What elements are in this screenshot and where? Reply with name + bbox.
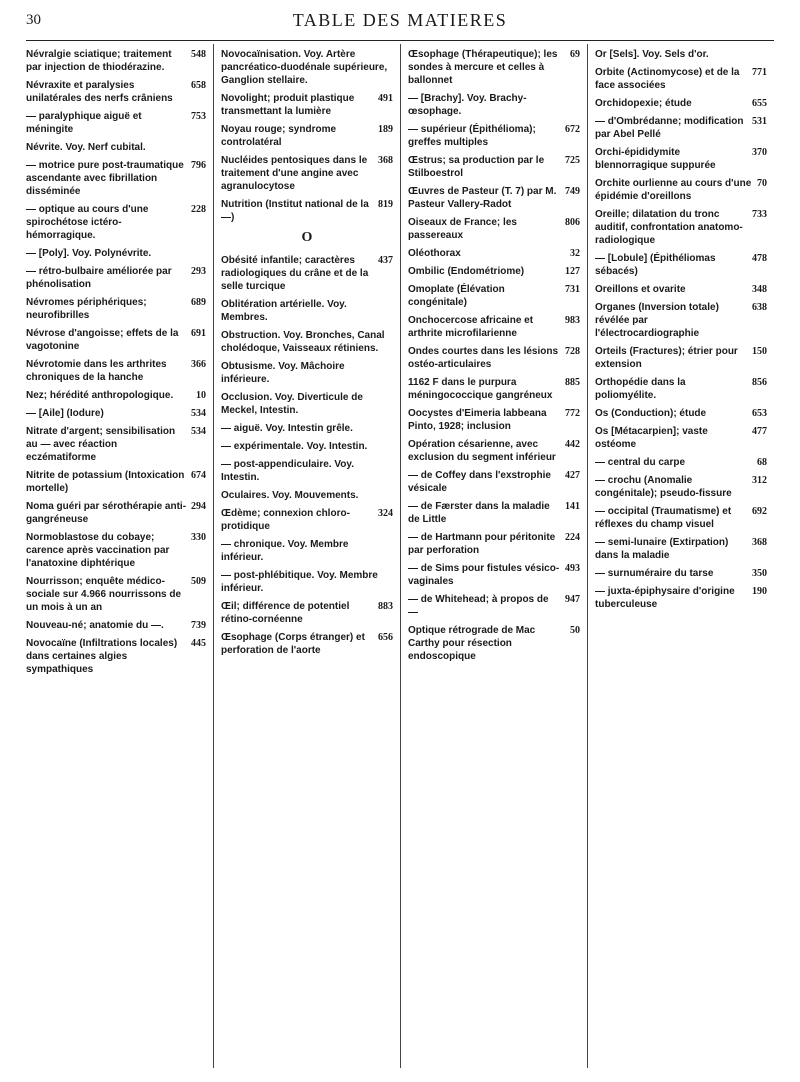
entry-page: 753	[191, 111, 206, 122]
index-entry	[595, 425, 767, 451]
index-entry	[595, 283, 767, 296]
entry-text: Or [Sels]. Voy. Sels d'or.	[595, 49, 709, 60]
entry-text: Optique rétrograde de Mac Carthy pour résection endoscopique	[408, 625, 536, 662]
entry-text: Oblitération artérielle. Voy. Membres.	[221, 299, 347, 323]
entry-page: 658	[191, 80, 206, 91]
entry-page: 534	[191, 426, 206, 437]
index-entry	[221, 92, 393, 118]
index-entry	[26, 265, 206, 291]
entry-page: 692	[752, 506, 767, 517]
entry-page: 368	[752, 537, 767, 548]
entry-text: — de Sims pour fistules vésico-vaginales	[408, 563, 560, 587]
entry-text: Névralgie sciatique; traitement par injection de thiodérazine.	[26, 49, 172, 73]
entry-page: 883	[378, 601, 393, 612]
index-entry	[26, 110, 206, 136]
entry-page: 437	[378, 255, 393, 266]
entry-page: 733	[752, 209, 767, 220]
entry-text: Œuvres de Pasteur (T. 7) par M. Pasteur Vallery-Radot	[408, 186, 557, 210]
index-entry	[595, 585, 767, 611]
entry-text: Oocystes d'Eimeria labbeana Pinto, 1928; inclusion	[408, 408, 547, 432]
index-entry	[408, 247, 580, 260]
index-entry	[221, 198, 393, 224]
index-entry	[221, 600, 393, 626]
entry-text: — motrice pure post-traumatique ascendante avec fibrillation disséminée	[26, 160, 184, 197]
entry-text: Orchite ourlienne au cours d'une épidémie d'oreillons	[595, 178, 752, 202]
entry-text: Novocaïnisation. Voy. Artère pancréatico-duodénale supérieure, Ganglion stellaire.	[221, 49, 388, 86]
index-entry	[595, 48, 767, 61]
index-column	[26, 44, 213, 1068]
entry-page: 885	[565, 377, 580, 388]
index-entry	[26, 327, 206, 353]
entry-page: 796	[191, 160, 206, 171]
index-entry	[221, 422, 393, 435]
entry-text: Noma guéri par sérothérapie anti-gangréneuse	[26, 501, 187, 525]
entry-text: — post-phlébitique. Voy. Membre inférieur.	[221, 570, 378, 594]
entry-page: 189	[378, 124, 393, 135]
index-columns	[26, 44, 774, 1068]
entry-text: Orteils (Fractures); étrier pour extension	[595, 346, 738, 370]
entry-page: 983	[565, 315, 580, 326]
index-entry	[26, 247, 206, 260]
entry-page: 442	[565, 439, 580, 450]
entry-text: Orchidopexie; étude	[595, 98, 692, 109]
entry-text: — de Hartmann pour péritonite par perforation	[408, 532, 556, 556]
entry-text: Oiseaux de France; les passereaux	[408, 217, 517, 241]
index-entry	[408, 624, 580, 663]
entry-page: 674	[191, 470, 206, 481]
entry-page: 491	[378, 93, 393, 104]
entry-page: 531	[752, 116, 767, 127]
entry-text: — [Brachy]. Voy. Brachy-œsophage.	[408, 93, 527, 117]
entry-text: Novolight; produit plastique transmettant la lumière	[221, 93, 355, 117]
entry-page: 509	[191, 576, 206, 587]
entry-page: 141	[565, 501, 580, 512]
entry-page: 749	[565, 186, 580, 197]
index-entry	[408, 123, 580, 149]
entry-page: 534	[191, 408, 206, 419]
entry-page: 653	[752, 408, 767, 419]
index-entry	[221, 48, 393, 87]
entry-text: — occipital (Traumatisme) et réflexes du champ visuel	[595, 506, 732, 530]
entry-text: Os [Métacarpien]; vaste ostéome	[595, 426, 708, 450]
entry-page: 731	[565, 284, 580, 295]
index-entry	[595, 66, 767, 92]
entry-text: Névrose d'angoisse; effets de la vagotonine	[26, 328, 179, 352]
entry-page: 478	[752, 253, 767, 264]
entry-text: Œsophage (Thérapeutique); les sondes à mercure et celles à ballonnet	[408, 49, 558, 86]
entry-text: Œil; différence de potentiel rétino-cornéenne	[221, 601, 350, 625]
index-entry	[595, 146, 767, 172]
entry-text: Normoblastose du cobaye; carence après vaccination par l'anatoxine diphtérique	[26, 532, 170, 569]
index-entry	[408, 469, 580, 495]
entry-text: Nutrition (Institut national de la —)	[221, 199, 369, 223]
entry-text: — juxta-épiphysaire d'origine tuberculeuse	[595, 586, 735, 610]
index-entry	[408, 593, 580, 619]
index-entry	[221, 154, 393, 193]
entry-page: 691	[191, 328, 206, 339]
entry-page: 190	[752, 586, 767, 597]
entry-text: Omoplate (Élévation congénitale)	[408, 284, 505, 308]
entry-text: — central du carpe	[595, 457, 686, 468]
index-entry	[595, 252, 767, 278]
index-entry	[595, 345, 767, 371]
entry-text: Noyau rouge; syndrome controlatéral	[221, 124, 337, 148]
index-entry	[221, 391, 393, 417]
index-column	[587, 44, 774, 1068]
entry-page: 10	[196, 390, 206, 401]
entry-page: 224	[565, 532, 580, 543]
entry-page: 638	[752, 302, 767, 313]
index-entry	[26, 500, 206, 526]
page-header	[26, 10, 774, 34]
index-entry	[26, 203, 206, 242]
entry-text: Œdème; connexion chloro-protidique	[221, 508, 350, 532]
index-entry	[26, 575, 206, 614]
entry-page: 50	[570, 625, 580, 636]
entry-text: — semi-lunaire (Extirpation) dans la maladie	[595, 537, 729, 561]
index-entry	[595, 97, 767, 110]
index-entry	[595, 456, 767, 469]
index-entry	[408, 376, 580, 402]
entry-text: — post-appendiculaire. Voy. Intestin.	[221, 459, 354, 483]
index-entry	[408, 154, 580, 180]
entry-text: — surnuméraire du tarse	[595, 568, 714, 579]
index-entry	[26, 619, 206, 632]
entry-page: 293	[191, 266, 206, 277]
index-entry	[595, 177, 767, 203]
entry-text: Névrotomie dans les arthrites chroniques de la hanche	[26, 359, 167, 383]
entry-text: Névromes périphériques; neurofibrilles	[26, 297, 147, 321]
entry-text: — de Whitehead; à propos de —	[408, 594, 549, 618]
entry-text: — paralyphique aiguë et méningite	[26, 111, 142, 135]
page-number: 30	[26, 12, 41, 28]
entry-page: 228	[191, 204, 206, 215]
entry-text: Névraxite et paralysies unilatérales des nerfs crâniens	[26, 80, 173, 104]
index-entry	[26, 296, 206, 322]
index-entry	[221, 538, 393, 564]
entry-page: 330	[191, 532, 206, 543]
entry-page: 366	[191, 359, 206, 370]
entry-page: 32	[570, 248, 580, 259]
index-entry	[595, 208, 767, 247]
index-entry	[595, 474, 767, 500]
index-entry	[221, 507, 393, 533]
entry-text: — [Lobule] (Épithéliomas sébacés)	[595, 253, 716, 277]
entry-text: Os (Conduction); étude	[595, 408, 707, 419]
entry-text: Nez; hérédité anthropologique.	[26, 390, 174, 401]
index-entry	[408, 407, 580, 433]
index-entry	[408, 438, 580, 464]
index-column	[213, 44, 400, 1068]
entry-page: 150	[752, 346, 767, 357]
index-entry	[26, 48, 206, 74]
entry-page: 655	[752, 98, 767, 109]
entry-text: — [Poly]. Voy. Polynévrite.	[26, 248, 152, 259]
entry-text: Obtusisme. Voy. Mâchoire inférieure.	[221, 361, 345, 385]
entry-page: 69	[570, 49, 580, 60]
entry-text: — supérieur (Épithélioma); greffes multiples	[408, 124, 536, 148]
index-entry	[26, 425, 206, 464]
entry-page: 728	[565, 346, 580, 357]
index-entry	[408, 562, 580, 588]
entry-text: Obésité infantile; caractères radiologiques du crâne et de la selle turcique	[221, 255, 369, 292]
index-entry	[595, 376, 767, 402]
entry-text: Oreillons et ovarite	[595, 284, 686, 295]
entry-text: Ombilic (Endométriome)	[408, 266, 525, 277]
entry-text: Œstrus; sa production par le Stilboestrol	[408, 155, 545, 179]
index-entry	[221, 329, 393, 355]
index-entry	[221, 569, 393, 595]
entry-text: Opération césarienne, avec exclusion du segment inférieur	[408, 439, 556, 463]
entry-page: 656	[378, 632, 393, 643]
entry-text: Orchi-épididymite blennorragique suppurée	[595, 147, 716, 171]
index-entry	[26, 407, 206, 420]
index-entry	[408, 92, 580, 118]
entry-page: 689	[191, 297, 206, 308]
index-entry	[26, 159, 206, 198]
index-entry	[221, 458, 393, 484]
index-entry	[26, 637, 206, 676]
index-entry	[221, 298, 393, 324]
entry-page: 427	[565, 470, 580, 481]
index-entry	[408, 265, 580, 278]
index-entry	[221, 440, 393, 453]
entry-page: 445	[191, 638, 206, 649]
entry-text: — d'Ombrédanne; modification par Abel Pellé	[595, 116, 744, 140]
entry-text: Nouveau-né; anatomie du —.	[26, 620, 164, 631]
entry-text: Orthopédie dans la poliomyélite.	[595, 377, 686, 401]
entry-text: Oreille; dilatation du tronc auditif, confrontation anatomo-radiologique	[595, 209, 743, 246]
entry-text: Onchocercose africaine et arthrite microfilarienne	[408, 315, 534, 339]
entry-page: 348	[752, 284, 767, 295]
index-entry	[26, 531, 206, 570]
entry-text: — de Færster dans la maladie de Little	[408, 501, 550, 525]
entry-text: — expérimentale. Voy. Intestin.	[221, 441, 368, 452]
entry-page: 806	[565, 217, 580, 228]
entry-text: Ondes courtes dans les lésions ostéo-articulaires	[408, 346, 559, 370]
header-rule	[26, 40, 774, 41]
section-letter: O	[301, 230, 313, 245]
entry-page: 294	[191, 501, 206, 512]
entry-text: Nucléides pentosiques dans le traitement d'une angine avec agranulocytose	[221, 155, 368, 192]
entry-text: Œsophage (Corps étranger) et perforation de l'aorte	[221, 632, 365, 656]
index-entry	[595, 505, 767, 531]
entry-page: 493	[565, 563, 580, 574]
index-entry	[595, 536, 767, 562]
entry-page: 819	[378, 199, 393, 210]
entry-text: 1162 F dans le purpura méningococcique gangréneux	[408, 377, 553, 401]
entry-page: 68	[757, 457, 767, 468]
entry-page: 739	[191, 620, 206, 631]
entry-text: Organes (Inversion totale) révélée par l'électrocardiographie	[595, 302, 719, 339]
entry-text: Orbite (Actinomycose) et de la face associées	[595, 67, 740, 91]
index-entry	[26, 389, 206, 402]
entry-page: 312	[752, 475, 767, 486]
entry-text: — aiguë. Voy. Intestin grêle.	[221, 423, 353, 434]
index-entry	[408, 283, 580, 309]
index-entry	[26, 141, 206, 154]
index-entry	[26, 358, 206, 384]
entry-text: Nitrate d'argent; sensibilisation au — avec réaction eczématiforme	[26, 426, 176, 463]
index-entry	[221, 360, 393, 386]
index-entry	[408, 500, 580, 526]
index-entry	[221, 489, 393, 502]
entry-text: — optique au cours d'une spirochétose ictéro-hémorragique.	[26, 204, 149, 241]
index-entry	[595, 115, 767, 141]
entry-page: 477	[752, 426, 767, 437]
entry-page: 856	[752, 377, 767, 388]
entry-page: 324	[378, 508, 393, 519]
index-entry	[408, 345, 580, 371]
entry-page: 350	[752, 568, 767, 579]
index-entry	[595, 567, 767, 580]
entry-text: Nourrisson; enquête médico-sociale sur 4.966 nourrissons de un mois à un an	[26, 576, 182, 613]
entry-text: Occlusion. Voy. Diverticule de Meckel, Intestin.	[221, 392, 363, 416]
entry-text: — [Aile] (Iodure)	[26, 408, 104, 419]
entry-page: 548	[191, 49, 206, 60]
index-entry	[408, 185, 580, 211]
entry-text: Oculaires. Voy. Mouvements.	[221, 490, 359, 501]
entry-text: — chronique. Voy. Membre inférieur.	[221, 539, 349, 563]
index-entry	[595, 301, 767, 340]
page-title: TABLE DES MATIERES	[292, 10, 508, 30]
entry-page: 127	[565, 266, 580, 277]
entry-page: 370	[752, 147, 767, 158]
entry-text: — rétro-bulbaire améliorée par phénolisation	[26, 266, 172, 290]
entry-page: 771	[752, 67, 767, 78]
index-entry	[26, 79, 206, 105]
index-entry	[408, 314, 580, 340]
entry-text: Oléothorax	[408, 248, 461, 259]
entry-text: Obstruction. Voy. Bronches, Canal cholédoque, Vaisseaux rétiniens.	[221, 330, 385, 354]
index-entry	[408, 216, 580, 242]
entry-page: 672	[565, 124, 580, 135]
index-entry	[221, 123, 393, 149]
entry-page: 725	[565, 155, 580, 166]
index-column	[400, 44, 587, 1068]
index-entry	[221, 254, 393, 293]
index-entry	[26, 469, 206, 495]
index-entry	[408, 531, 580, 557]
entry-text: Novocaïne (Infiltrations locales) dans certaines algies sympathiques	[26, 638, 178, 675]
index-entry	[595, 407, 767, 420]
index-entry	[408, 48, 580, 87]
index-entry	[221, 631, 393, 657]
entry-page: 368	[378, 155, 393, 166]
entry-page: 70	[757, 178, 767, 189]
entry-page: 947	[565, 594, 580, 605]
entry-text: Nitrite de potassium (Intoxication mortelle)	[26, 470, 185, 494]
entry-text: — de Coffey dans l'exstrophie vésicale	[408, 470, 551, 494]
entry-text: — crochu (Anomalie congénitale); pseudo-fissure	[595, 475, 732, 499]
entry-text: Névrite. Voy. Nerf cubital.	[26, 142, 146, 153]
entry-page: 772	[565, 408, 580, 419]
